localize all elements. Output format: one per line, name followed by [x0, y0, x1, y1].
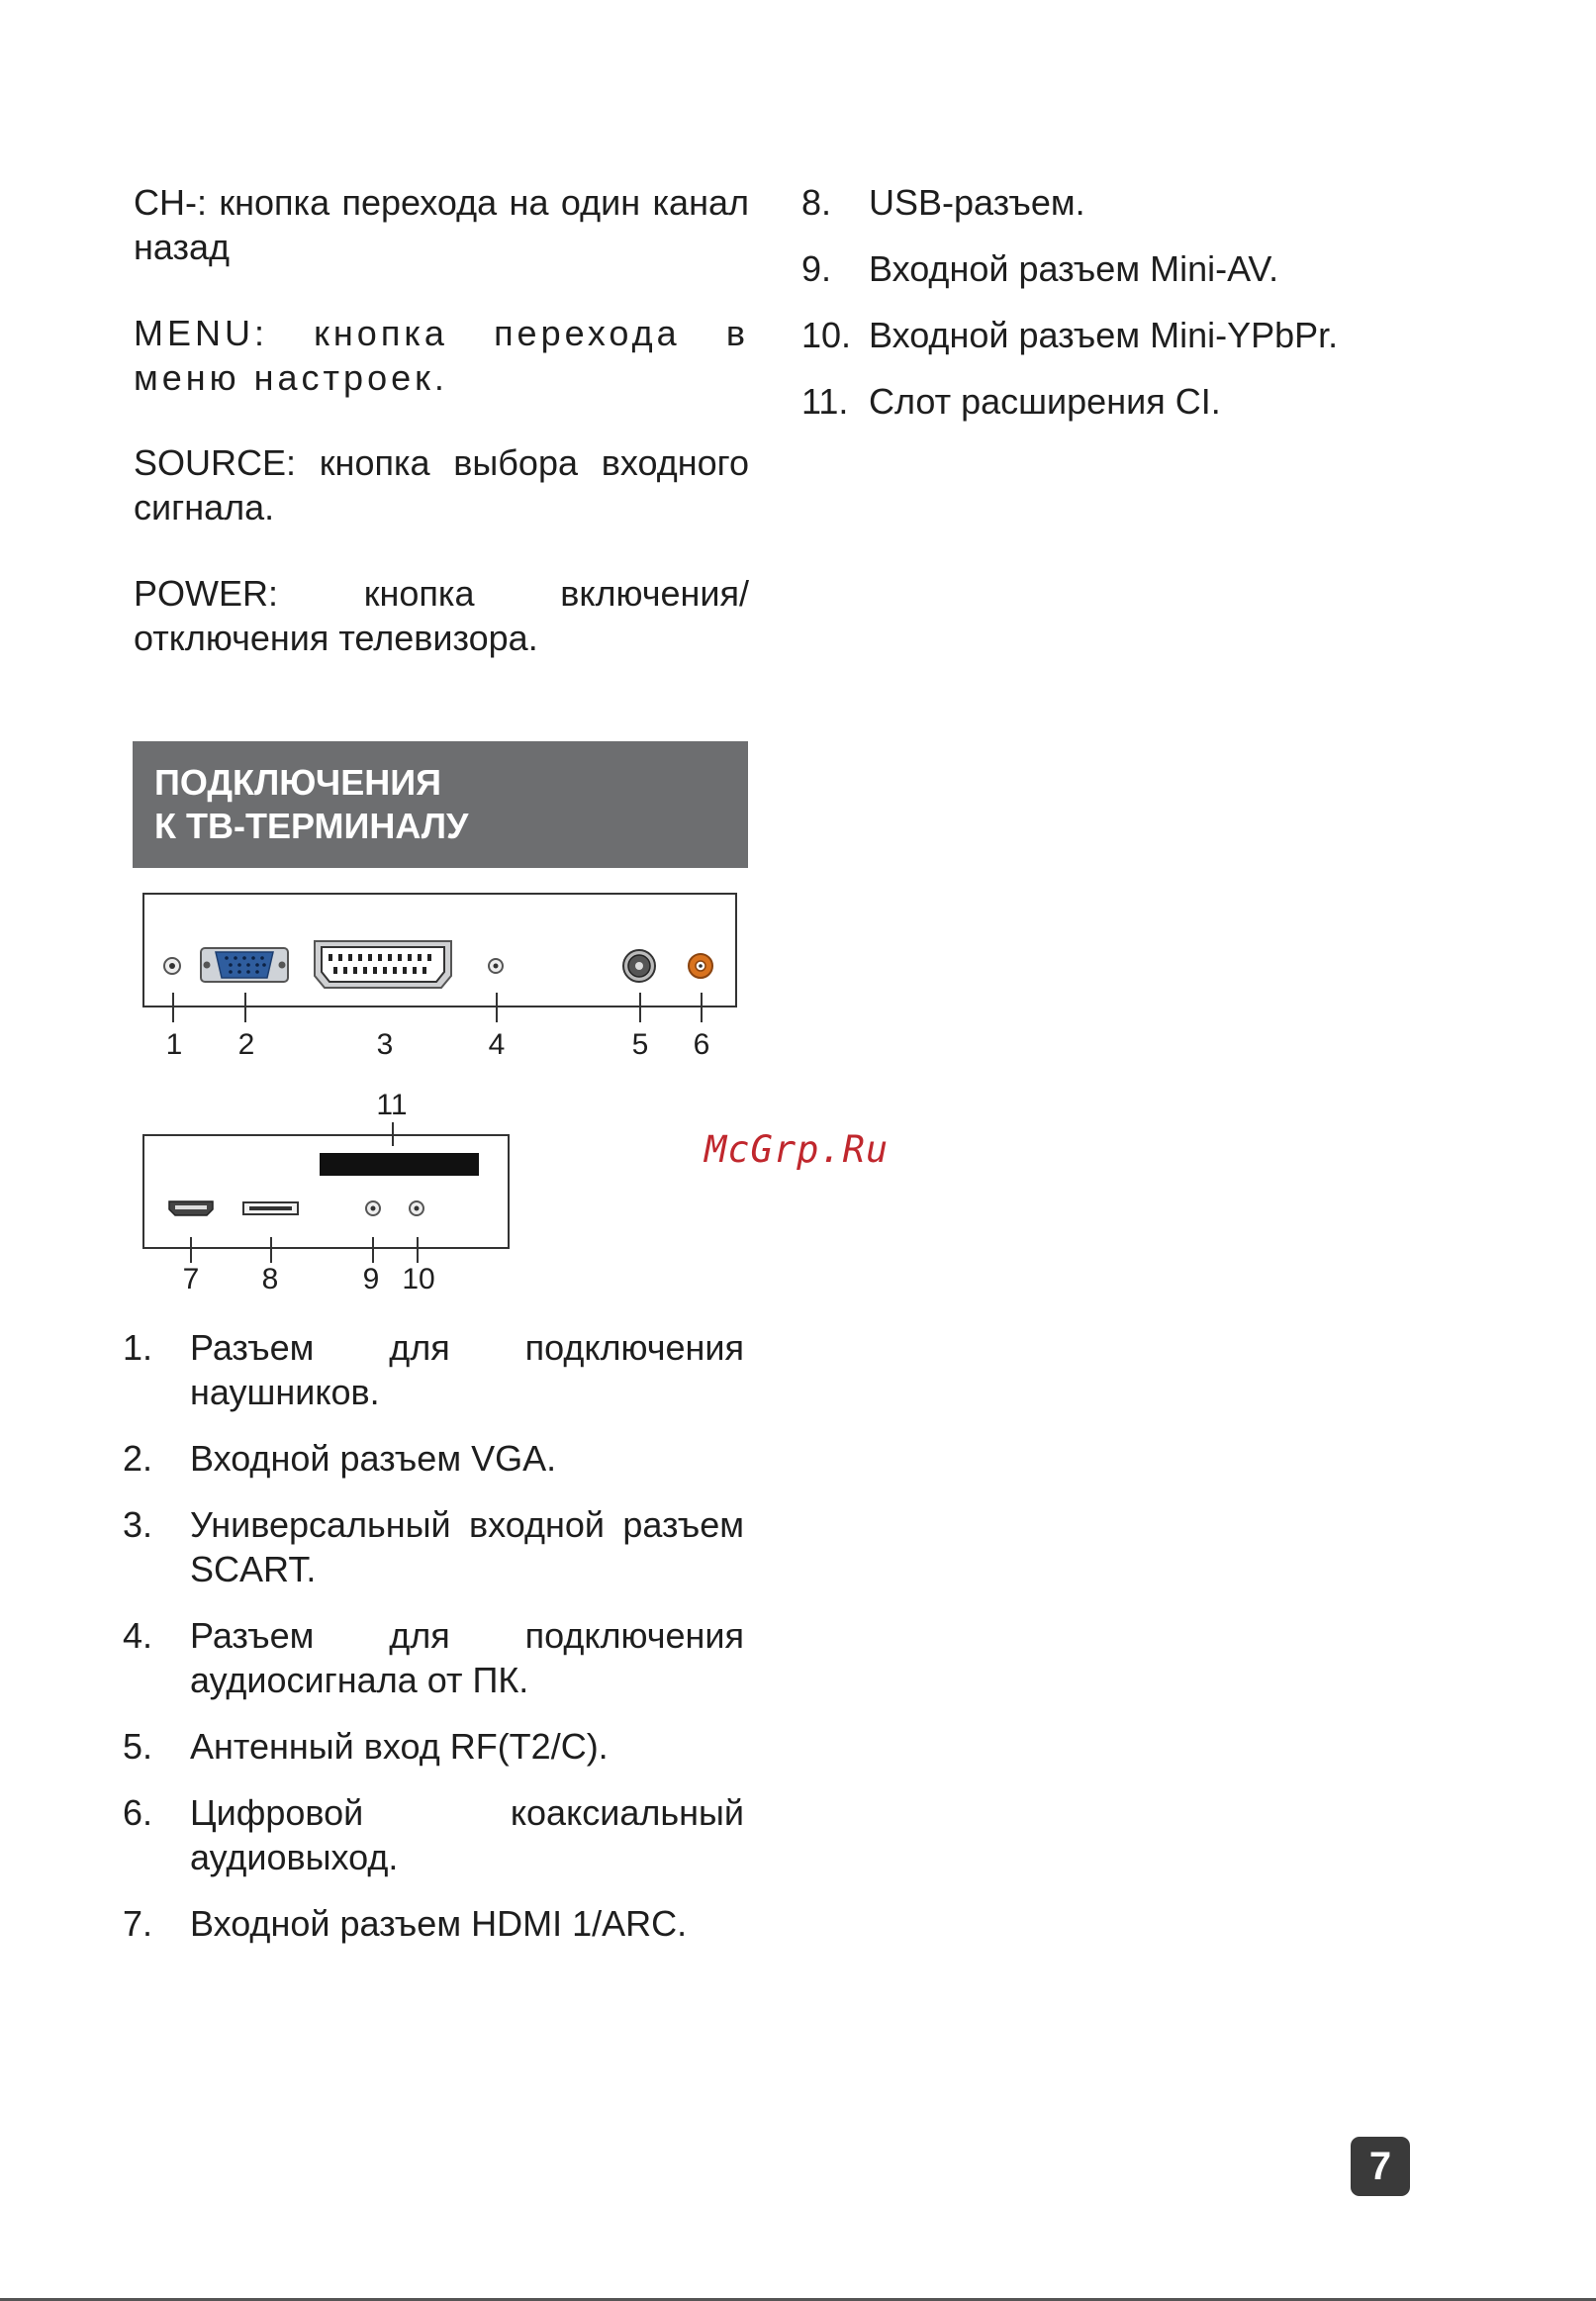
ci-slot-icon [320, 1153, 479, 1176]
callout-label-1: 1 [165, 1028, 183, 1061]
top-panel-outline [143, 894, 736, 1007]
callout-label-6: 6 [693, 1028, 710, 1061]
item-number: 10. [801, 315, 852, 355]
page-number-badge: 7 [1351, 2137, 1410, 2196]
item-text: Цифровой коаксиальный аудиовыход. [190, 1792, 744, 1877]
connector-list-right [801, 180, 1395, 445]
item-number: 11. [801, 381, 849, 422]
item-number: 9. [801, 248, 832, 289]
connector-list-left [123, 1325, 744, 1967]
section-heading [133, 741, 748, 868]
callout-label-3: 3 [376, 1028, 394, 1061]
item-number: 8. [801, 182, 832, 223]
scart-port-icon [315, 941, 451, 988]
item-number: 7. [123, 1903, 153, 1944]
item-number: 2. [123, 1438, 153, 1479]
pc-audio-jack-icon [489, 959, 503, 973]
item-text: USB-разъем. [869, 182, 1085, 223]
power-description: POWER: кнопка включения/отключения телевизора. [134, 573, 749, 658]
item-number: 3. [123, 1504, 153, 1545]
headphone-jack-icon [164, 958, 180, 974]
hdmi-port-icon [169, 1201, 213, 1215]
vga-port-icon [201, 948, 288, 982]
item-text: Универсальный входной разъем SCART. [190, 1504, 744, 1589]
section-heading-line1: ПОДКЛЮЧЕНИЯ [154, 762, 441, 803]
callout-label-8: 8 [261, 1263, 279, 1295]
item-number: 1. [123, 1327, 153, 1368]
callout-label-4: 4 [488, 1028, 506, 1061]
list-item [801, 313, 1395, 357]
watermark: McGrp.Ru [704, 1128, 890, 1171]
usb-port-icon [243, 1202, 298, 1214]
list-item [123, 1790, 744, 1879]
callout-label-2: 2 [237, 1028, 255, 1061]
list-item [801, 379, 1395, 424]
item-text: Разъем для подключения аудиосигнала от ПК. [190, 1615, 744, 1700]
mini-av-jack-icon [366, 1201, 380, 1215]
item-number: 6. [123, 1792, 153, 1833]
callout-label-5: 5 [631, 1028, 649, 1061]
source-description: SOURCE: кнопка выбора входного сигнала. [134, 442, 749, 527]
ch-minus-description: CH-: кнопка перехода на один канал назад [134, 182, 749, 267]
item-text: Антенный вход RF(T2/C). [190, 1726, 609, 1767]
list-item [123, 1325, 744, 1414]
item-text: Входной разъем Mini-AV. [869, 248, 1279, 289]
list-item [123, 1502, 744, 1591]
mini-ypbpr-jack-icon [410, 1201, 423, 1215]
callout-label-11: 11 [376, 1089, 408, 1121]
list-item [801, 246, 1395, 291]
item-number: 5. [123, 1726, 153, 1767]
callout-label-9: 9 [362, 1263, 380, 1295]
item-number: 4. [123, 1615, 153, 1656]
list-item [123, 1724, 744, 1769]
item-text: Разъем для подключения наушников. [190, 1327, 744, 1412]
item-text: Входной разъем HDMI 1/ARC. [190, 1903, 688, 1944]
section-heading-line2: К ТВ-ТЕРМИНАЛУ [154, 806, 469, 846]
callout-label-10: 10 [402, 1263, 435, 1295]
list-item [801, 180, 1395, 225]
item-text: Входной разъем Mini-YPbPr. [869, 315, 1339, 355]
coaxial-output-icon [689, 954, 712, 978]
list-item [123, 1436, 744, 1481]
menu-description: MENU: кнопка перехода в меню настроек. [134, 313, 749, 398]
list-item [123, 1613, 744, 1702]
antenna-input-icon [623, 950, 655, 982]
list-item [123, 1901, 744, 1946]
item-text: Входной разъем VGA. [190, 1438, 557, 1479]
item-text: Слот расширения CI. [869, 381, 1221, 422]
side-panel-outline [143, 1135, 509, 1248]
callout-label-7: 7 [182, 1263, 200, 1295]
